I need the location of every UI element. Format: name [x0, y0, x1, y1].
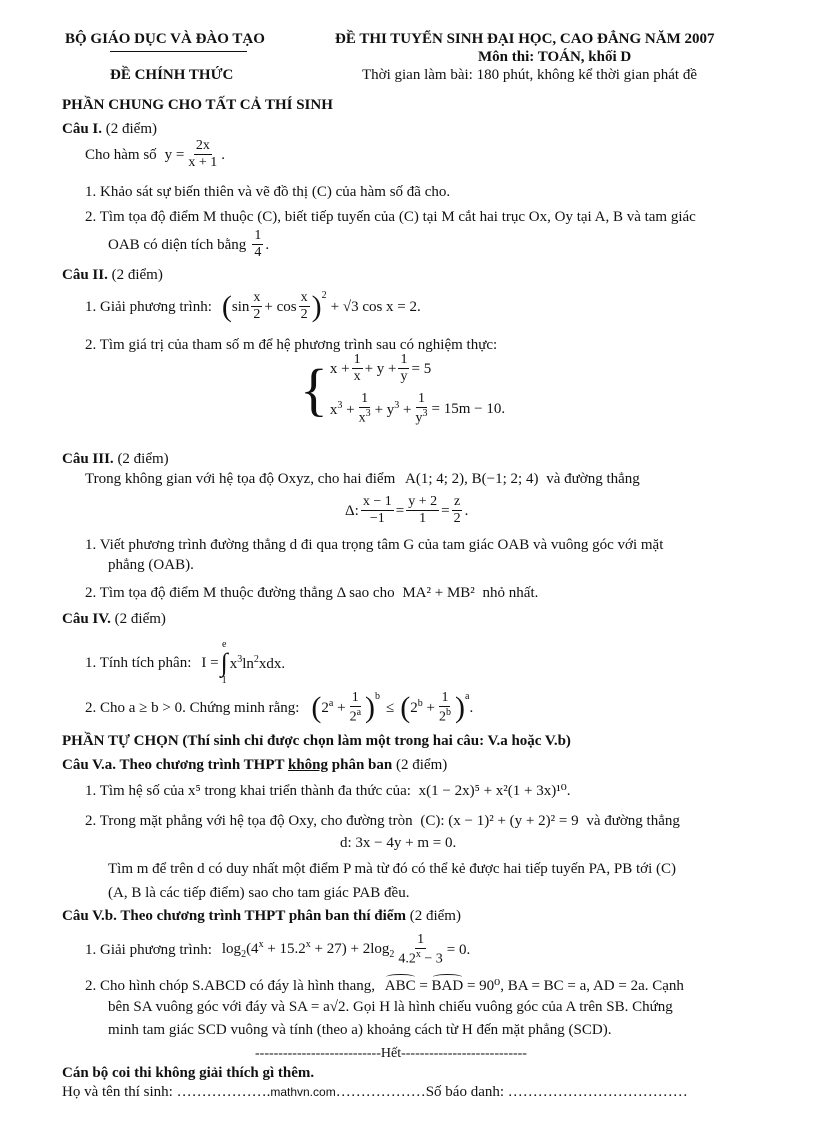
- optional-part-heading: PHẦN TỰ CHỌN (Thí sinh chỉ được chọn làm một trong hai câu: V.a hoặc V.b): [62, 733, 571, 749]
- question-label: Câu IV.: [62, 611, 111, 627]
- q3-part2: [85, 584, 538, 602]
- q5a-label: Câu V.a. Theo chương trình THPT: [62, 757, 288, 773]
- q5b-part2-end: = 90⁰, BA = BC = a, AD = 2a. Cạnh: [466, 978, 684, 994]
- q5a-part1-text: 1. Tìm hệ số của x⁵ trong khai triển thành đa thức của:: [85, 783, 411, 799]
- q3-part2-end: nhỏ nhất.: [482, 585, 539, 601]
- question-label: Câu I.: [62, 121, 103, 137]
- watermark-text: mathvn.com: [270, 1085, 336, 1099]
- common-part-heading: PHẦN CHUNG CHO TẤT CẢ THÍ SINH: [62, 97, 333, 113]
- question-5b-heading: [62, 907, 461, 925]
- fraction: $\frac{1}{4}$: [254, 228, 262, 261]
- fraction: $\frac{1}{x^3}$: [358, 391, 371, 426]
- question-2-heading: [62, 266, 163, 284]
- q5b-part2-c: minh tam giác SCD vuông và tính (theo a) khoảng cách từ H đến mặt phẳng (SCD).: [108, 1022, 612, 1038]
- q3-intro-text: Trong không gian với hệ tọa độ Oxyz, cho hai điểm: [85, 471, 396, 487]
- q2-part2: 2. Tìm giá trị của tham số m để hệ phương trình sau có nghiệm thực:: [85, 337, 498, 353]
- question-points: (2 điểm): [111, 267, 163, 283]
- fraction: $\frac{2x}{x + 1}$: [188, 138, 218, 171]
- q5b-part2-text: 2. Cho hình chóp S.ABCD có đáy là hình thang,: [85, 978, 375, 994]
- question-points: (2 điểm): [409, 908, 461, 924]
- q3-part2-text: 2. Tìm tọa độ điểm M thuộc đường thẳng Δ sao cho: [85, 585, 395, 601]
- q5a-part2-end: và đường thẳng: [586, 813, 680, 829]
- q5a-part2: [85, 812, 680, 830]
- question-points: (2 điểm): [105, 121, 157, 137]
- candidate-name-label: Họ và tên thí sinh: ……………….: [62, 1084, 271, 1100]
- official-label: ĐỀ CHÍNH THỨC: [110, 67, 234, 83]
- fraction: $\frac{1}{y}$: [400, 352, 408, 385]
- q1-intro: Cho hàm số: [85, 146, 157, 163]
- exam-subject: Môn thi: TOÁN, khối D: [478, 49, 632, 65]
- fraction: $\frac{x}{2}$: [300, 290, 308, 323]
- q5a-part2-c: (A, B là các tiếp điểm) sao cho tam giác PAB đều.: [108, 885, 410, 901]
- q3-part1-cont: phẳng (OAB).: [108, 557, 194, 573]
- candidate-name-dots: ………………: [335, 1084, 426, 1100]
- fraction: $\frac{y + 2}{1}$: [408, 494, 438, 527]
- q4-part1-text: 1. Tính tích phân:: [85, 655, 192, 671]
- q5a-part1: [85, 782, 571, 800]
- q5a-part2-text: 2. Trong mặt phẳng với hệ tọa độ Oxy, cho đường tròn: [85, 813, 413, 829]
- question-3-heading: [62, 450, 169, 468]
- q5b-part1: 1. Giải phương trình: $\log_2(4^x + 15.2^x + 27) + 2\log_2$ $\frac{1}{4.2^x - 3}$ = 0.: [85, 932, 471, 967]
- fraction: $\frac{x - 1}{-1}$: [362, 494, 392, 527]
- proctor-note: Cán bộ coi thi không giải thích gì thêm.: [62, 1065, 315, 1081]
- candidate-number-label: Số báo danh: ………………………………: [425, 1084, 688, 1100]
- q3-part2-expr: MA² + MB²: [402, 585, 475, 601]
- question-label: Câu III.: [62, 451, 114, 467]
- q5a-part2-b: Tìm m để trên d có duy nhất một điểm P mà từ đó có thể kẻ được hai tiếp tuyến PA, PB tới (C): [108, 861, 677, 877]
- q3-intro-end: và đường thẳng: [546, 471, 640, 487]
- q5a-part1-expr: x(1 − 2x)⁵ + x²(1 + 3x)¹⁰.: [418, 783, 571, 799]
- fraction: $\frac{1}{2^a}$: [349, 690, 362, 725]
- q2-part1-text: 1. Giải phương trình:: [85, 298, 212, 315]
- q4-part2-text: 2. Cho a ≥ b > 0. Chứng minh rằng:: [85, 699, 300, 716]
- fraction: $\frac{1}{4.2^x - 3}$: [398, 932, 443, 967]
- question-1-heading: [62, 120, 157, 138]
- line-delta-equation: Δ: $\frac{x - 1}{-1}$ = $\frac{y + 2}{1}$ = $\frac{z}{2}$ .: [345, 494, 469, 527]
- q2-part1: 1. Giải phương trình: ( sin $\frac{x}{2}$ + cos $\frac{x}{2}$ ) 2 + √3 cos x = 2.: [85, 289, 421, 323]
- fraction: $\frac{1}{x}$: [353, 352, 361, 385]
- header-divider: [110, 51, 247, 52]
- fraction: $\frac{1}{2^b}$: [438, 690, 451, 725]
- q5b-part2-b: bên SA vuông góc với đáy và SA = a√2. Gọi H là hình chiếu vuông góc của A trên SB. Chứng: [108, 999, 673, 1015]
- question-points: (2 điểm): [117, 451, 169, 467]
- candidate-info-line: [62, 1083, 688, 1101]
- q5a-line-d: d: 3x − 4y + m = 0.: [340, 835, 457, 851]
- q1-part2-cont: OAB có diện tích bằng $\frac{1}{4}$ .: [108, 228, 270, 261]
- q5a-label-underline: không: [288, 757, 329, 773]
- q5b-label: Câu V.b. Theo chương trình THPT phân ban thí điểm: [62, 908, 406, 924]
- q1-part2-text: OAB có diện tích bằng: [108, 236, 247, 253]
- fraction: $\frac{z}{2}$: [453, 494, 461, 527]
- exam-time: Thời gian làm bài: 180 phút, không kể thời gian phát đề: [362, 67, 697, 83]
- exam-title: ĐỀ THI TUYỂN SINH ĐẠI HỌC, CAO ĐẲNG NĂM 2007: [335, 31, 715, 47]
- question-4-heading: [62, 610, 166, 628]
- q3-part1: 1. Viết phương trình đường thẳng d đi qua trọng tâm G của tam giác OAB và vuông góc với mặt: [85, 537, 664, 553]
- q5b-part1-text: 1. Giải phương trình:: [85, 941, 212, 958]
- equation-system: { x + $\frac{1}{x}$ + y + $\frac{1}{y}$ = 5 $x^3$ + $\frac{1}{x^3}$ + $y^3$ + $\frac{1}{y^3}$ = 15m − 10.: [300, 352, 506, 426]
- q5a-label-post: phân ban: [328, 757, 393, 773]
- fraction: $\frac{x}{2}$: [253, 290, 261, 323]
- q3-intro: [85, 470, 640, 488]
- fraction: $\frac{1}{y^3}$: [415, 391, 428, 426]
- q1-part1: 1. Khảo sát sự biến thiên và vẽ đồ thị (C) của hàm số đã cho.: [85, 184, 451, 200]
- question-points: (2 điểm): [114, 611, 166, 627]
- q4-part1: 1. Tính tích phân: I = e ∫ 1 $x^3\ln^2xdx$.: [85, 639, 286, 686]
- question-5a-heading: [62, 756, 447, 774]
- q5b-part2: 2. Cho hình chóp S.ABCD có đáy là hình thang, ABC = BAD = 90⁰, BA = BC = a, AD = 2a. Cạnh: [85, 974, 684, 995]
- q1-function: Cho hàm số y = $\frac{2x}{x + 1}$ .: [85, 138, 226, 171]
- q4-part2: 2. Cho a ≥ b > 0. Chứng minh rằng: ( $2^a$ + $\frac{1}{2^a}$ ) b ≤ ( $2^b$ + $\frac{1}{2^b}$ ) a .: [85, 690, 474, 725]
- end-marker: ---------------------------Hết---------------------------: [255, 1046, 527, 1061]
- q3-points-expr: A(1; 4; 2), B(−1; 2; 4): [405, 471, 539, 487]
- ministry-title: BỘ GIÁO DỤC VÀ ĐÀO TẠO: [65, 31, 265, 47]
- question-label: Câu II.: [62, 267, 108, 283]
- q1-part2: 2. Tìm tọa độ điểm M thuộc (C), biết tiếp tuyến của (C) tại M cắt hai trục Ox, Oy tại A, B và tam giác: [85, 209, 696, 225]
- question-points: (2 điểm): [396, 757, 448, 773]
- q5a-part2-expr: (C): (x − 1)² + (y + 2)² = 9: [420, 813, 579, 829]
